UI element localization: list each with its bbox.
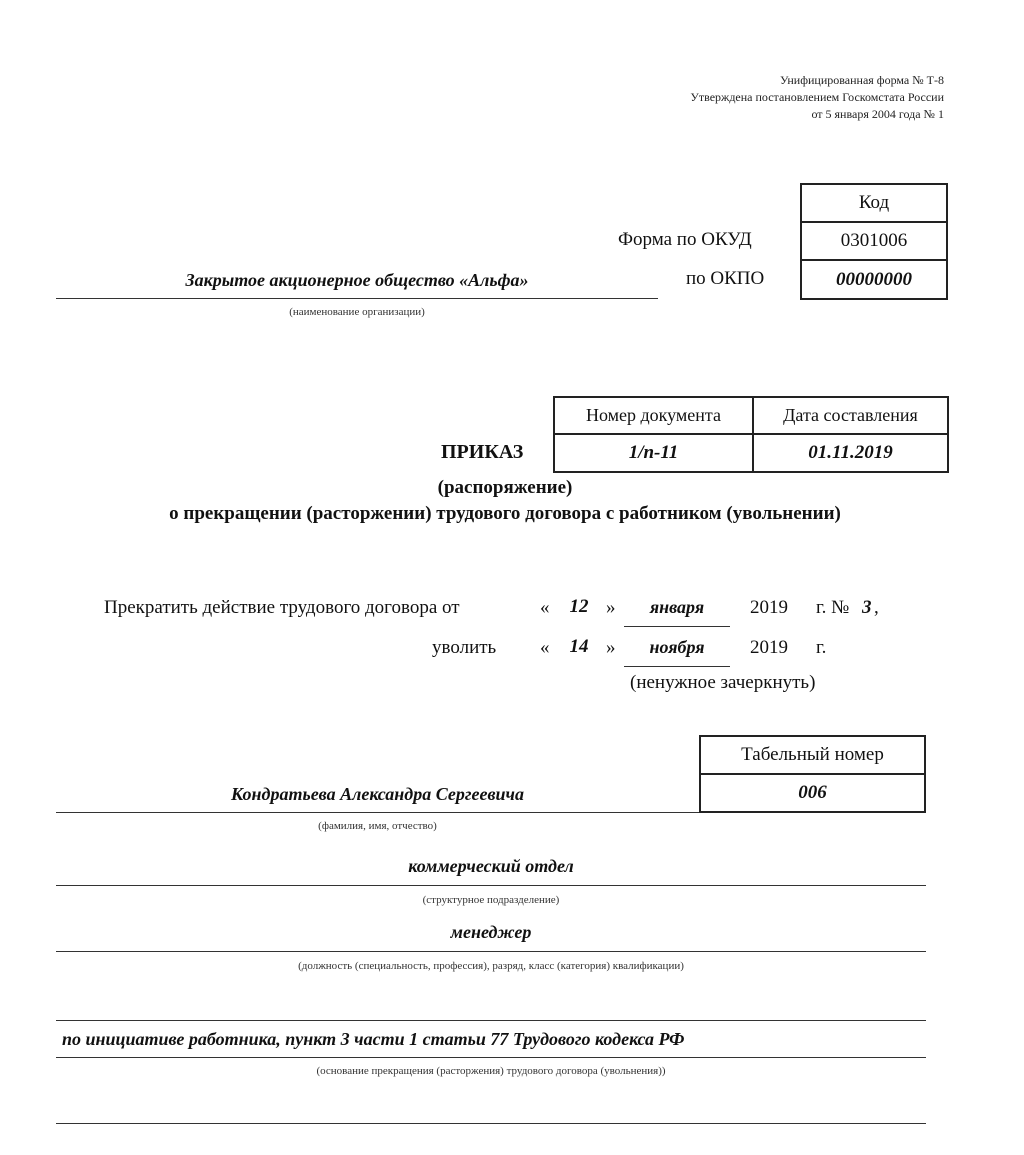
dismiss-month: ноября [649, 637, 705, 657]
position: менеджер [450, 922, 532, 942]
document-description: о прекращении (расторжении) трудового договора с работником (увольнении) [169, 503, 841, 524]
document-title: ПРИКАЗ [441, 441, 524, 463]
organization-name: Закрытое акционерное общество «Альфа» [185, 270, 529, 290]
contract-day: 12 [569, 596, 589, 617]
employee-name-caption: (фамилия, имя, отчество) [318, 820, 437, 832]
grounds-line [56, 1057, 926, 1058]
employee-name: Кондратьева Александра Сергеевича [231, 784, 524, 804]
contract-month: января [649, 597, 705, 617]
contract-suffix: г. № [816, 597, 850, 618]
employee-name-line [56, 812, 699, 813]
form-header-line-2: Утверждена постановлением Госкомстата России [690, 90, 944, 104]
number-header: Номер документа [555, 398, 754, 435]
tab-number-value: 006 [798, 782, 827, 803]
contract-comma: , [874, 597, 879, 618]
tab-number-table [699, 735, 926, 813]
department-line [56, 885, 926, 886]
position-line [56, 951, 926, 952]
contract-month-line [624, 626, 730, 627]
strike-note: (ненужное зачеркнуть) [630, 672, 816, 693]
dismiss-suffix: г. [816, 637, 827, 658]
dismiss-close-quote: » [606, 637, 616, 658]
bottom-line [56, 1123, 926, 1124]
document-table [553, 396, 949, 473]
form-header-line-1: Унифицированная форма № Т-8 [779, 73, 944, 87]
document-date: 01.11.2019 [808, 442, 893, 463]
contract-open-quote: « [540, 597, 550, 618]
form-header [690, 72, 944, 123]
dismiss-year: 2019 [750, 637, 788, 658]
blank-line [56, 1020, 926, 1021]
document-number: 1/п-11 [555, 435, 754, 471]
contract-close-quote: » [606, 597, 616, 618]
dismiss-label: уволить [432, 637, 497, 658]
organization-line [56, 298, 658, 299]
dismiss-month-line [624, 666, 730, 667]
department: коммерческий отдел [408, 856, 574, 876]
contract-year: 2019 [750, 597, 788, 618]
tab-number-header: Табельный номер [701, 737, 924, 775]
date-header: Дата составления [754, 398, 947, 435]
okud-label: Форма по ОКУД [618, 229, 752, 250]
dismiss-day: 14 [569, 636, 589, 657]
contract-number: 3 [862, 597, 872, 618]
okud-value: 0301006 [802, 223, 946, 261]
form-header-line-3: от 5 января 2004 года № 1 [811, 107, 944, 121]
grounds-caption: (основание прекращения (расторжения) трудового договора (увольнения)) [316, 1065, 666, 1077]
dismiss-open-quote: « [540, 637, 550, 658]
grounds-text: по инициативе работника, пункт 3 части 1 статьи 77 Трудового кодекса РФ [62, 1029, 685, 1049]
okpo-label: по ОКПО [686, 268, 765, 289]
document-subtitle: (распоряжение) [437, 477, 573, 498]
organization-caption: (наименование организации) [289, 306, 425, 318]
position-caption: (должность (специальность, профессия), разряд, класс (категория) квалификации) [298, 960, 684, 972]
terminate-label: Прекратить действие трудового договора от [104, 597, 460, 618]
department-caption: (структурное подразделение) [422, 894, 560, 906]
code-header: Код [802, 185, 946, 223]
okpo-value: 00000000 [836, 268, 912, 290]
codes-table [800, 183, 948, 300]
